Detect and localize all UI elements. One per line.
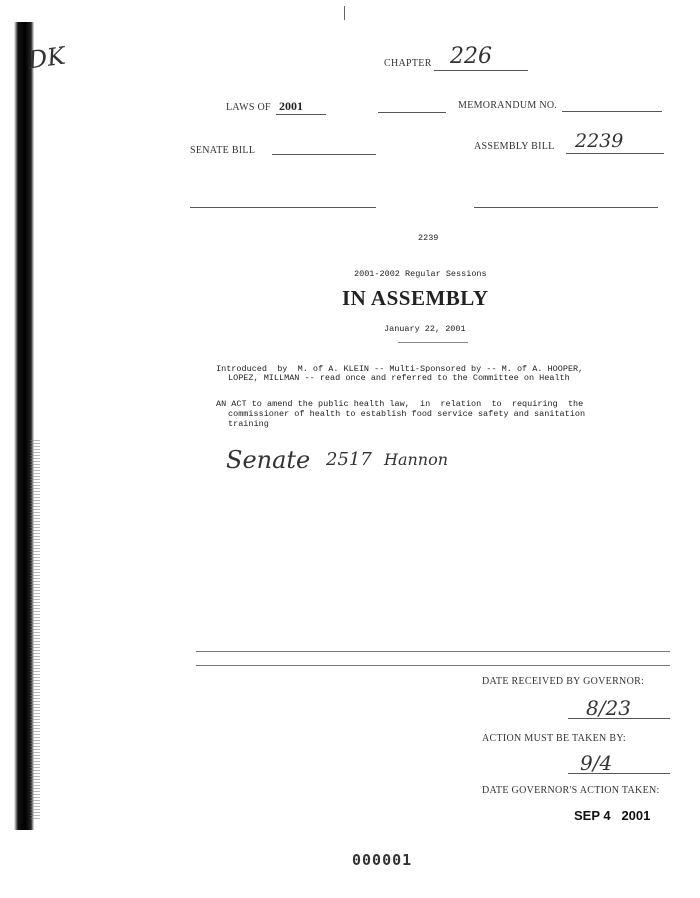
senate-note-number: 2517 [326,449,372,470]
divider-line-2 [196,665,670,666]
senate-bill-label: SENATE BILL [190,145,256,156]
scan-edge-speckle [30,440,40,820]
received-line [568,718,670,719]
senate-bill-line [272,154,376,155]
bill-title: IN ASSEMBLY [342,286,489,310]
divider-line-1 [196,651,670,652]
act-line-2: commissioner of health to establish food service safety and sanitation [228,409,586,419]
action-taken-label: DATE GOVERNOR'S ACTION TAKEN: [482,785,660,796]
assembly-bill-value: 2239 [575,130,624,152]
memorandum-line [562,111,662,112]
chapter-label: CHAPTER [384,58,432,69]
chapter-line [434,70,528,71]
laws-label: LAWS OF [226,102,271,113]
act-line-3: training [228,419,269,429]
assembly-bill-label: ASSEMBLY BILL [474,141,555,152]
laws-line [276,114,326,115]
date-underline [398,342,468,343]
chapter-value: 226 [450,44,492,69]
session-text: 2001-2002 Regular Sessions [354,269,487,279]
laws-extra-line [378,112,446,113]
blank-line-left [190,207,376,208]
action-by-label: ACTION MUST BE TAKEN BY: [482,733,627,744]
intro-line-2: LOPEZ, MILLMAN -- read once and referred to the Committee on Health [228,373,570,383]
bill-date: January 22, 2001 [384,324,466,334]
assembly-bill-line [566,153,664,154]
memorandum-label: MEMORANDUM NO. [458,100,558,111]
action-by-line [568,773,670,774]
laws-value: 2001 [279,99,303,113]
page-number: 000001 [352,851,413,869]
received-label: DATE RECEIVED BY GOVERNOR: [482,676,645,687]
received-value: 8/23 [586,696,631,720]
intro-line-1: Introduced by M. of A. KLEIN -- Multi-Sponsored by -- M. of A. HOOPER, [216,364,584,374]
senate-note-sponsor: Hannon [384,450,449,469]
senate-note-label: Senate [226,446,311,474]
action-taken-stamp: SEP 4 2001 [574,808,651,823]
margin-initials: DK [26,41,67,75]
scan-tick-mark [344,6,345,20]
act-line-1: AN ACT to amend the public health law, in relation to requiring the [216,399,584,409]
bill-number: 2239 [418,233,439,243]
blank-line-right [474,207,658,208]
action-by-value: 9/4 [580,751,613,775]
